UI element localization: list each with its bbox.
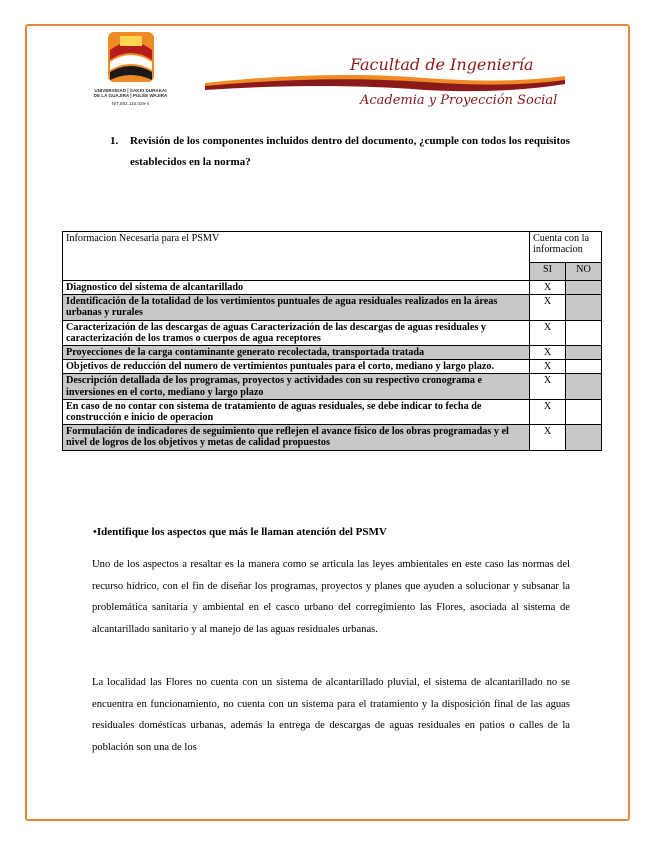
psmv-table: [62, 231, 602, 451]
question-text: Revisión de los componentes incluidos dentro del documento, ¿cumple con todos los requisitos establecidos en la norma?: [130, 135, 570, 168]
row-no: [566, 295, 602, 320]
section-heading: •Identifique los aspectos que más le llaman atención del PSMV: [93, 526, 387, 538]
row-label: Descripción detallada de los programas, proyectos y actividades con su respectivo cronograma e inversiones en el corto, mediano y largo plazo: [63, 374, 530, 399]
row-no: [566, 281, 602, 295]
university-nit: NIT.892.115.029-4: [111, 101, 150, 106]
row-no: [566, 360, 602, 374]
row-si: X: [530, 374, 566, 399]
table-row: [63, 374, 602, 399]
university-line: UNIVERSIDAD: [94, 88, 127, 93]
row-label: Objetivos de reducción del numero de vertimientos puntuales para el corto, mediano y largo plazo.: [63, 360, 530, 374]
row-label: Diagnostico del sistema de alcantarillado: [63, 281, 530, 295]
row-si: X: [530, 320, 566, 345]
table-row: [63, 346, 602, 360]
row-no: [566, 425, 602, 450]
university-line: PULEE WAJIRA: [132, 93, 168, 99]
university-logo: [100, 30, 162, 88]
question: [110, 131, 580, 173]
col-si: SI: [530, 263, 566, 281]
col-no: NO: [566, 263, 602, 281]
table-row: [63, 360, 602, 374]
table-row: [63, 295, 602, 320]
header-label: Informacion Necesaria para el PSMV: [63, 232, 530, 281]
question-number: 1.: [110, 135, 119, 147]
university-name: UNIVERSIDAD | SAKKI DURAKAI DE LA GUAJIRA | PULEE WAJIRA: [93, 88, 168, 99]
row-label: Formulación de indicadores de seguimiento que reflejen el avance físico de los obras programadas y el nivel de logros de los objetivos y metas de calidad propuestos: [63, 425, 530, 450]
header-group: Cuenta con la informacion: [530, 232, 602, 263]
university-line: SAKKI DURAKAI: [129, 88, 167, 93]
paragraph-2: La localidad las Flores no cuenta con un sistema de alcantarillado pluvial, el sistema de alcantarillado no se encuentra en funcionamiento, no cuenta con un sistema para el tratamiento y la disposición final de las aguas residuales domésticas urbanas, además la entrega de descargas de aguas residuales en patios o calles de la población son una de los: [92, 677, 570, 753]
row-si: X: [530, 360, 566, 374]
row-si: X: [530, 399, 566, 424]
university-line: DE LA GUAJIRA: [93, 93, 130, 99]
row-si: X: [530, 346, 566, 360]
row-label: Caracterización de las descargas de aguas Caracterización de las descargas de aguas residuales y caracterización de los tramos o cuerpos de agua receptores: [63, 320, 530, 345]
faculty-subtitle: Academia y Proyección Social: [360, 93, 558, 108]
row-label: En caso de no contar con sistema de tratamiento de aguas residuales, se debe indicar to fecha de construcción e inicio de operacion: [63, 399, 530, 424]
table-row: [63, 399, 602, 424]
faculty-title: Facultad de Ingeniería: [350, 55, 534, 74]
row-no: [566, 346, 602, 360]
paragraph-1: Uno de los aspectos a resaltar es la manera como se articula las leyes ambientales en este caso las normas del recurso hídrico, con el fin de diseñar los programas, proyectos y planes que ayuden a solucionar y subsanar la problemática sanitaria y ambiental en el casco urbano del corregimiento las Flores, asociada al sistema de alcantarillado sanitario y al manejo de las aguas residuales urbanas.: [92, 559, 570, 635]
row-no: [566, 320, 602, 345]
row-label: Identificación de la totalidad de los vertimientos puntuales de agua residuales realizados en la áreas urbanas y rurales: [63, 295, 530, 320]
table-row: [63, 281, 602, 295]
row-si: X: [530, 281, 566, 295]
row-no: [566, 374, 602, 399]
row-label: Proyecciones de la carga contaminante generato recolectada, transportada tratada: [63, 346, 530, 360]
table-row: [63, 320, 602, 345]
row-no: [566, 399, 602, 424]
row-si: X: [530, 295, 566, 320]
row-si: X: [530, 425, 566, 450]
table-header-row: [63, 232, 602, 263]
table-row: [63, 425, 602, 450]
